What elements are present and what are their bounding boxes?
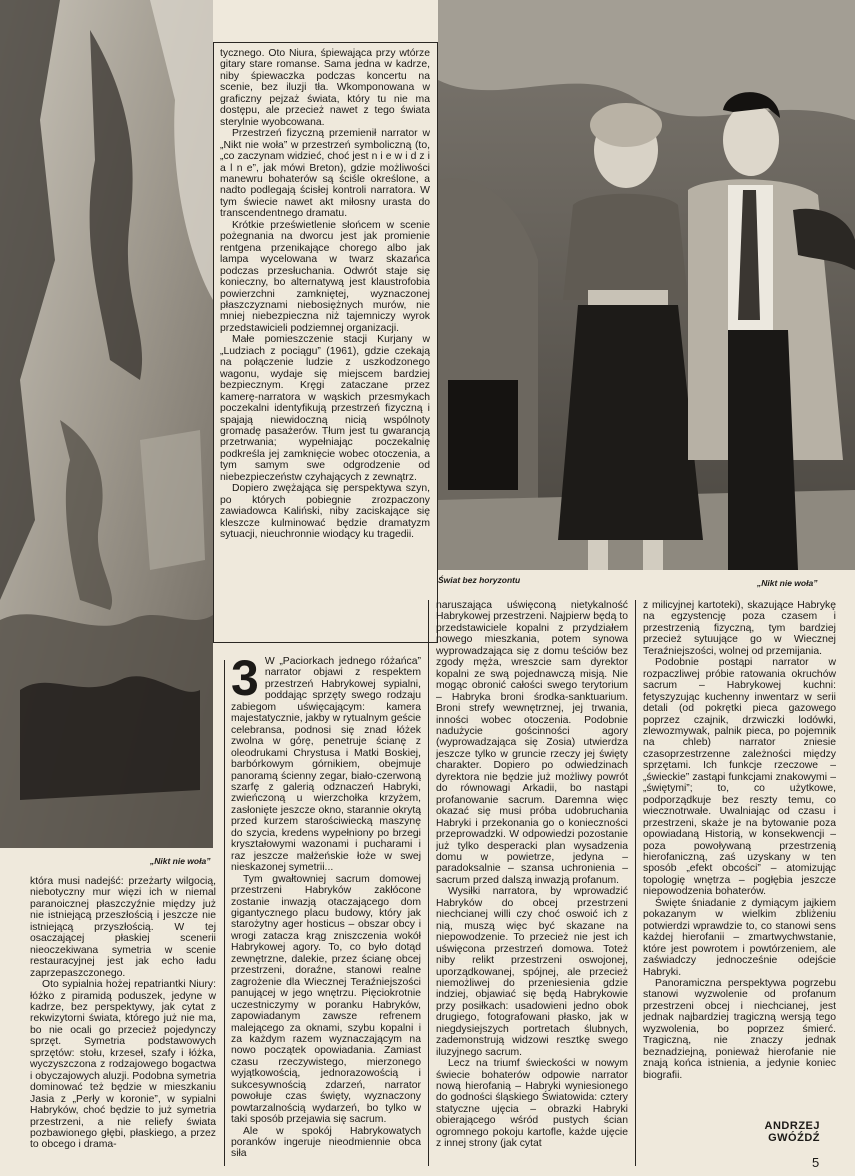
caption-left-photo: „Nikt nie woła” [150, 856, 211, 866]
caption-top-right-left: Świat bez horyzontu [438, 575, 521, 585]
rule-top-column-top [213, 42, 438, 43]
column-b [231, 656, 421, 1166]
author-first-name: ANDRZEJ [764, 1120, 820, 1132]
left-photo [0, 0, 213, 848]
paragraph: Panoramiczna perspektywa pogrzebu stanowi wyzwolenie od profanum przestrzeni obcej i niechcianej, jest jednak najbardziej tragiczną wersją tego wyzwolenia, bo poprzez śmierć. Tragiczną, nie znaczy jednak beznadziejną, ponieważ hierofanie nie znają końca istnienia, a jedynie koniec biografii. [643, 977, 836, 1081]
rule-col-b-c [428, 600, 429, 1166]
paragraph: Podobnie postąpi narrator w rozpaczliwej próbie ratowania okruchów sacrum – Habrykowej kuchni: fetyszyzując kuchenny inwentarz w serii detali (od pokrętki pieca gazowego poprzez czajnik, drzwiczki lodówki, zlewozmywak, palnik pieca, po pojemnik na chleb) narrator zniesie czasoprzestrzenne zależności między sprzętami. Ich funkcje rzeczowe – „świeckie” zastąpi funkcjami znakowymi – „świętymi”; to, co użytkowe, podporządkuje bez reszty temu, co wiecznotrwałe. Uwalniając od czasu i przestrzeni, skaże je na bytowanie poza opowiadaną Historią, w konsekwencji – poza powoływaną przestrzenią hierofaniczną, zaś uzyskany w ten sposób „efekt obcości” – atomizując topologię wnętrza – pogłębia jeszcze niepowodzenia bohaterów. [643, 657, 836, 898]
rule-left-column-top [213, 42, 214, 642]
paragraph: Dopiero zwężająca się perspektywa szyn, po których pobiegnie zrozpaczony zawiadowca Kaliński, niby zaciskające się kleszcze kulminować będzie dramatyzm sytuacji, nieuchronnie wiodący ku tragedii. [220, 483, 430, 541]
page-number: 5 [812, 1155, 820, 1170]
paragraph: która musi nadejść: przeżarty wilgocią, niebotyczny mur więzi ich w niemal paranoicznej płaszczyźnie między już nie istniejącą przeszłością i jeszcze nie istniejącą przyszłością. W tej osaczającej płaskiej scenerii nieoczekiwana symetria w scenie restauracyjnej jest jak echo ładu zaprzepaszczonego. [30, 876, 216, 979]
column-d [643, 600, 836, 1120]
top-right-photo [438, 0, 855, 570]
rule-right-column-top [437, 42, 438, 642]
author-signature [720, 1120, 820, 1144]
section-number: 3 [231, 656, 259, 706]
rule-under-column-top [213, 642, 438, 643]
rule-col-c-d [635, 600, 636, 1166]
paragraph: Lecz na triumf świeckości w nowym świecie bohaterów odpowie narrator nową hierofanią – Habryki wyniesionego do godności śląskiego Światowida: cztery statyczne ujęcia – obrazki Habryki obierającego wśród pustych ścian ogromnego pokoju kartofle, każde ujęcie z innej strony (jak cytat [436, 1058, 628, 1150]
paragraph: Wysiłki narratora, by wprowadzić Habryków do obcej przestrzeni niechcianej willi czy choć oswoić ich z nią, muszą więc być skazane na niepowodzenie. To przecież nie jest ich uświęcona przestrzeń domowa. Toteż niby relikt przestrzeni oswojonej, uporządkowanej, spójnej, ale przecież niemożliwej do przeniesienia gdzie indziej, objawiać się będą Habrykowie przy posiłkach: usadowieni jedno obok drugiego, fotografowani płasko, jak w niegdysiejszych portretach ślubnych, zademonstrują widzowi resztkę swego iluzyjnego sacrum. [436, 886, 628, 1058]
paragraph: Przestrzeń fizyczną przemienił narrator w „Nikt nie woła” w przestrzeń symboliczną (to, „co zaczynam widzieć, choć jest n i e w i d z i a l n e”, jak mówi Breton), gdzie możliwości manewru bohaterów są ściśle określone, a nadto podlegają ścisłej kontroli narratora. W tym świecie nawet akt miłosny urasta do transcendentnego dramatu. [220, 128, 430, 220]
paragraph: Tym gwałtowniej sacrum domowej przestrzeni Habryków zakłócone zostanie inwazją otaczającego dom gigantycznego placu budowy, który jak starożytny ager hosticus – obszar obcy i wrogi zatacza krąg zniszczenia wokół Habrykowej agory. To, co było dotąd zewnętrzne, dalekie, przez ścianę obcej przestrzeni, doraźne, stanowi realne zagrożenie dla Wiecznej Teraźniejszości panującej w jego wnętrzu. Pięciokrotnie uczestniczymy w poranku Habryków, zapowiadanym zawsze refrenem malejącego za oknami, szybu kopalni i za każdym razem wyznaczającym na nowo początek opowiadania. Zamiast czasu rzeczywistego, mierzonego wyjątkowością, jednorazowością i sukcesywnością zdarzeń, narrator powołuje czas święty, wyznaczony powtarzalnością wydarzeń, bo tylko w taki sposób przejawia się sacrum. [231, 873, 421, 1126]
paragraph: Oto sypialnia hożej repatriantki Niury: łóżko z piramidą poduszek, jedyne w kadrze, bez perspektywy, jak cytat z rekwizytorni świata, którego już nie ma, bo nie ocali go przecież pojedynczy sprzęt. Symetria podstawowych sprzętów: stołu, krzeseł, szafy i łóżka, wyczyszczona z rodzajowego bogactwa i obyczajowych aluzji. Podobna symetria dominować też będzie w mieszkaniu Jasia z „Perły w koronie”, w sypialni Habryków, choć będzie to już symetria przestrzeni, a nie reliefy świata pozbawionego głębi, płaskiego, a przez to obcego i drama- [30, 979, 216, 1151]
paragraph: W „Paciorkach jednego różańca” narrator objawi z respektem przestrzeń Habrykowej sypialni, poddając sprzęty swego rodzaju zabiegom uświęcającym: kamera majestatycznie, jakby w rytualnym geście celebransa, podnosi się znad łóżek zwolna w górę, penetruje ścianę z oleodrukami Chrystusa i Matki Boskiej, barbórkowym górnikiem, obejmuje panoramą ścienny zegar, biało-czerwoną szarfę z galerią odznaczeń Habryki, zwieńczoną u wierzchołka krzyżem, zasłonięte jeszcze okno, starannie okrytą przed kurzem starościwiecką maszynę do szycia, kredens wypełniony po brzegi kryształowymi wazonami i pucharami i raz jeszcze małżeńskie łoże w swej nieskazonej symetrii... [231, 656, 421, 874]
paragraph: tycznego. Oto Niura, śpiewająca przy wtórze gitary stare romanse. Sama jedna w kadrze, niby śpiewaczka podczas koncertu na scenie, bez iluzji tła. Wkomponowana w graficzny pejzaż świata, który tu nie ma dostępu, ale przecież nawet z tego świata sterylnie wyobcowana. [220, 48, 430, 128]
paragraph: Ale w spokój Habrykowatych poranków ingeruje nieodmiennie obca siła [231, 1125, 421, 1160]
paragraph: naruszająca uświęconą nietykalność Habrykowej przestrzeni. Najpierw będą to przedstawiciele kopalni z przydziałem nowego mieszkania, potem synowa wyprowadzająca się z domu teściów bez zgody męża, wreszcie sam dyrektor kopalni ze swą pojednawczą misją. Nie mogąc obronić całości swego terytorium – Habryka broni środka-sanktuarium. Broni strefy wewnętrznej, jej trwania, inności wobec otoczenia. Podobnie nadużycie gościnności agory (wyprowadzająca się Zosia) utwierdza jeszcze tylko w gruncie rzeczy jej święty charakter. Dopiero po odwiedzinach dyrektora nie będzie już możliwy powrót do równowagi Arkadii, bo nastąpi profanowanie sacrum. Daremna więc okazać się musi próba udobruchania Habryki i przekonania go o konieczności przeprowadzki. W odpowiedzi pozostanie już tylko desperacki plan wysadzenia domu w powietrze, jedyna – paradoksalnie – szansa uchronienia – sacrum przed dalszą inwazją profanum. [436, 600, 628, 886]
paragraph: Krótkie prześwietlenie słońcem w scenie pożegnania na dworcu jest jak promienie rentgena przenikające chorego albo jak lampa wycelowana w twarz skazańca podczas przesłuchania. Odwrót staje się konieczny, bo alternatywą jest klaustrofobia powierzchni zamkniętej, wyznaczonej płaszczyznami niebosiężnych murów, nie mniej niebezpieczna niż tajemniczy wyrok przedstawicieli podziemnej organizacji. [220, 219, 430, 334]
paragraph: Małe pomieszczenie stacji Kurjany w „Ludziach z pociągu” (1961), gdzie czekają na połączenie ludzie z uszkodzonego wagonu, wydaje się miejscem bardziej bezpiecznym. Kręgi zataczane przez kamerę-narratora w wąskich przesmykach poczekalni identyfikują przestrzeń fizyczną i spajają niewidoczną nicią wspólnoty gromadę pasażerów. Tłum jest tu gwarancją przetrwania; wypełniając poczekalnię podkreśla jej zamknięcie wobec otoczenia, a tym samym swe odgrodzenie od niebezpieczeństw czyhających z zewnątrz. [220, 334, 430, 483]
caption-top-right-right: „Nikt nie woła” [757, 578, 818, 588]
author-last-name: GWÓŹDŹ [768, 1132, 820, 1144]
paragraph: Święte śniadanie z dymiącym jajkiem pokazanym w wielkim zbliżeniu potwierdzi wprawdzie to, co stanowi sens każdej hierofanii – zmartwychwstanie, które jest powrotem i powtórzeniem, ale zaświadczy jednocześnie odejście Habryki. [643, 897, 836, 978]
paragraph: z milicyjnej kartoteki), skazujące Habrykę na egzystencję poza czasem i przestrzenią fizyczną, tym bardziej przecież sytuujące go w Wiecznej Teraźniejszości, wolnej od przemijania. [643, 600, 836, 657]
column-top-middle [220, 48, 430, 633]
column-c [436, 600, 628, 1166]
rule-col-a-b [224, 660, 225, 1166]
column-a [30, 876, 216, 1166]
